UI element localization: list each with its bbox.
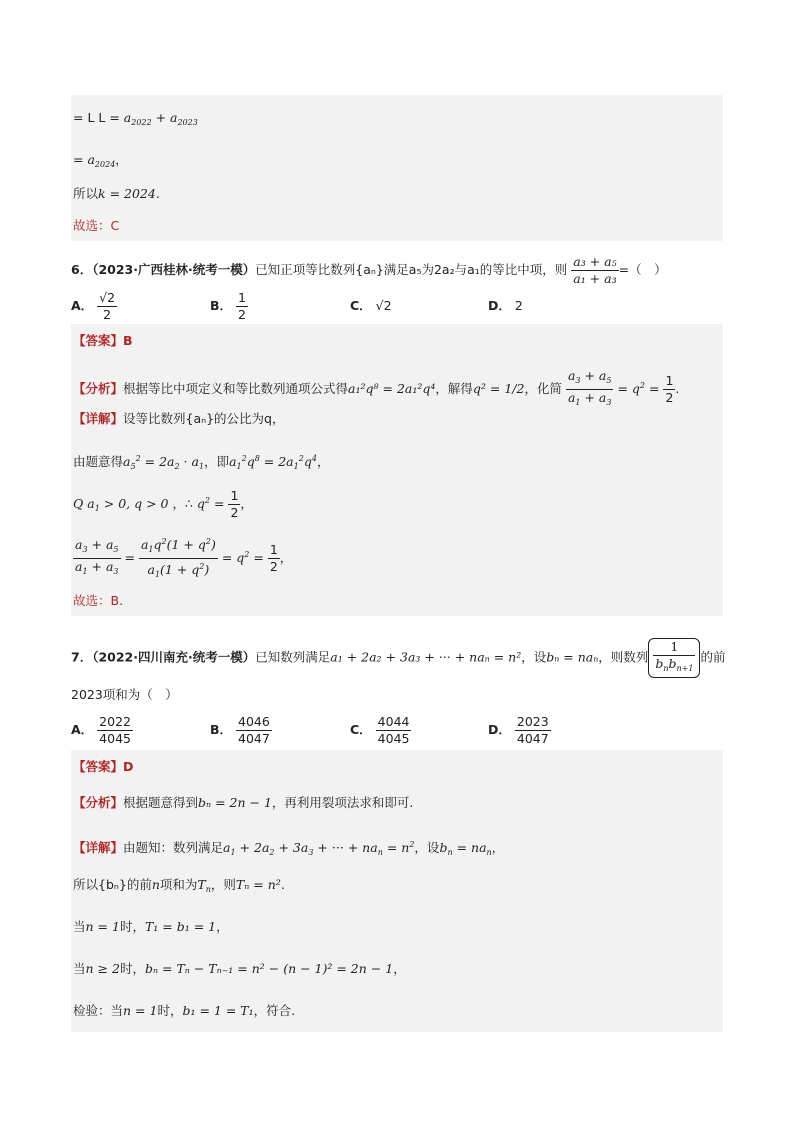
k-result-line: 所以k = 2024.	[73, 186, 160, 201]
q7-option-b: B． $\frac{4046}{4047}$	[210, 714, 270, 746]
q7-solution-block	[71, 750, 723, 1032]
q6-option-b: B． $\frac{1}{2}$	[210, 290, 246, 322]
q7-detail-intro: 【详解】由题知：数列满足$a_1 + 2a_2 + 3a_3$ + ··· + $na_n = n^2$，设$b_n = na_n$，	[73, 840, 505, 857]
q6-option-a: A． $\frac{√2}{2}$	[71, 290, 116, 322]
prev-solution-block	[71, 95, 723, 241]
q6-detail-intro: 【详解】设等比数列{aₙ}的公比为q，	[73, 411, 285, 426]
q6-stem: 6．（2023·广西桂林·统考一模）已知正项等比数列{aₙ}满足a₅为2a₂与a₁的等比中项，则 $\frac{\text{a₃ + a₅}}{\text{a₁ + a₃}}$ =（ ）	[71, 254, 667, 286]
q6-option-c: C． √2	[350, 298, 392, 313]
q6-detail-eq: 由题意得$a_5^2 = 2a_2 \cdot a_1$，即$a_1^2q^8 = 2a_1^2q^4$，	[73, 454, 330, 471]
q7-option-a: A． $\frac{2022}{4045}$	[71, 714, 131, 746]
q7-option-d: D． $\frac{2023}{4047}$	[488, 714, 549, 746]
q6-option-d: D． 2	[488, 298, 523, 313]
q7-detail-n1: 当n = 1时，T₁ = b₁ = 1，	[73, 919, 229, 934]
q7-detail-n2: 当n ≥ 2时，bₙ = Tₙ − Tₙ₋₁ = n² − (n − 1)² = 2n − 1，	[73, 961, 406, 976]
a2024-line: = $a_{2024}$，	[73, 152, 128, 169]
choice-c-line: 故选：C	[73, 218, 120, 233]
q7-detail-check: 检验：当n = 1时，b₁ = 1 = T₁，符合.	[73, 1003, 296, 1018]
q6-detail-q: Q $a_1 > 0$, q > 0 ，∴ $q^2$ = $\frac{1}{2}$ ，	[73, 488, 253, 520]
q7-option-c: C． $\frac{4044}{4045}$	[350, 714, 410, 746]
q6-analysis: 【分析】根据等比中项定义和等比数列通项公式得a₁²q⁸ = 2a₁²q⁴，解得q² = 1/2，化简 $\frac{a_3 + a_5}{a_1 + a_3}$ = $q^2$ = $\frac{1}{2}$ .	[73, 368, 679, 411]
q7-stem-line2: 2023项和为（ ）	[71, 687, 178, 702]
q7-detail-sum: 所以{bₙ}的前n项和为$T_n$，则Tₙ = n².	[73, 877, 285, 894]
chain-line: = L $L = a_{2022} + a_{2023}$	[73, 110, 198, 127]
q6-detail-simplify: $\frac{a_3 + a_5}{a_1 + a_3}$ = $\frac{a_1q^2(1 + q^2)}{a_1(1 + q^2)}$ = $q^2$ = $\frac{1}{2}$ ，	[73, 534, 292, 583]
q7-analysis: 【分析】根据题意得到bₙ = 2n − 1，再利用裂项法求和即可.	[73, 795, 414, 810]
q6-conclusion: 故选：B.	[73, 593, 124, 608]
q7-answer: 【答案】D	[73, 759, 134, 774]
q6-answer: 【答案】B	[73, 333, 133, 348]
q7-stem: 7．（2022·四川南充·统考一模）已知数列满足a₁ + 2a₂ + 3a₃ + ··· + naₙ = n²，设bₙ = naₙ，则数列 $\frac{1}{b_nb_{n+1}}$ 的前	[71, 638, 725, 678]
q6-solution-block	[71, 324, 723, 616]
q6-ratio: $\frac{\text{a₃ + a₅}}{\text{a₁ + a₃}}$	[573, 254, 617, 286]
